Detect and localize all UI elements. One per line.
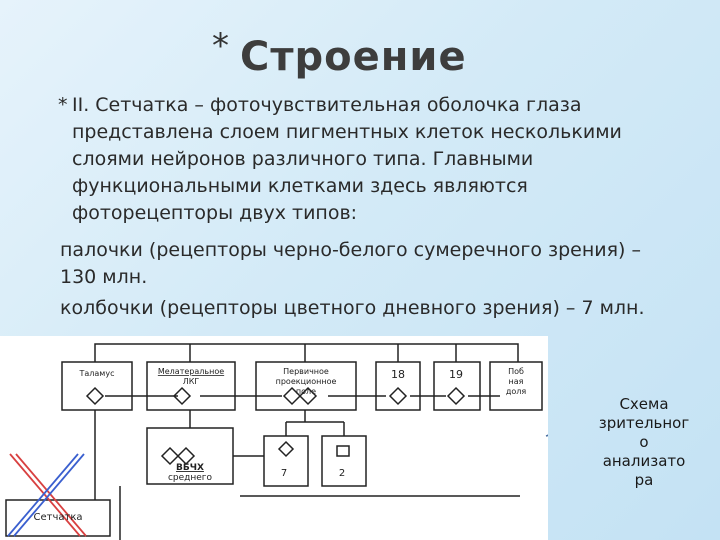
connector-line <box>95 344 518 362</box>
diagram-svg <box>0 336 548 540</box>
thalamus-label: Таламус <box>79 369 115 378</box>
field-18-label: 18 <box>391 368 405 381</box>
vbchh-label-2: среднего <box>167 473 213 483</box>
paragraph-line: слоями нейронов различного типа. Главными <box>72 148 534 170</box>
side-lobe-label-2: ная <box>508 377 524 386</box>
paragraph-line: 130 млн. <box>60 266 148 288</box>
caption-line: ра <box>634 471 654 489</box>
paragraph-bullet: * <box>58 94 68 116</box>
synapse-diamond <box>87 388 103 404</box>
box-7-label: 7 <box>280 468 288 479</box>
lkg-label-1: Мелатеральное <box>157 367 225 376</box>
caption-arrow <box>546 420 548 436</box>
synapse-diamond <box>178 448 194 464</box>
synapse-diamond <box>279 442 293 456</box>
box-2-label: 2 <box>338 468 346 479</box>
paragraph-cones: колбочки (рецепторы цветного дневного зрения) – 7 млн. <box>60 297 645 319</box>
optic-fiber-red <box>16 454 86 536</box>
synapse-diamond <box>390 388 406 404</box>
field-19-label: 19 <box>449 368 463 381</box>
caption-line: о <box>639 433 649 451</box>
paragraph-retina <box>60 92 660 227</box>
caption-line: Схема <box>619 395 669 413</box>
optic-fiber-blue <box>8 454 78 536</box>
synapse-diamond <box>162 448 178 464</box>
synapse-square <box>337 446 349 456</box>
synapse-diamond <box>448 388 464 404</box>
primary-label-2: проекционное <box>275 377 337 386</box>
primary-label-3: поле <box>295 387 317 396</box>
paragraph-line: фоторецепторы двух типов: <box>72 202 358 224</box>
caption-line: анализато <box>602 452 686 470</box>
retina-label: Сетчатка <box>33 512 83 523</box>
paragraph-line: представлена слоем пигментных клеток несколькими <box>72 121 622 143</box>
paragraph-rods <box>60 237 670 291</box>
diagram-caption <box>592 395 696 490</box>
caption-line: зрительног <box>598 414 690 432</box>
vbchh-label-1: ВБЧХ <box>176 463 204 473</box>
lkg-label-2: ЛКГ <box>182 377 200 386</box>
optic-fiber-blue <box>14 454 84 536</box>
optic-fiber-red <box>10 454 80 536</box>
visual-analyzer-diagram <box>0 336 548 540</box>
title-bullet: * <box>212 26 229 66</box>
page-title: Строение <box>240 34 467 80</box>
paragraph-line: II. Сетчатка – фоточувствительная оболочка глаза <box>72 94 582 116</box>
side-lobe-label-1: Поб <box>508 367 524 376</box>
paragraph-line: палочки (рецепторы черно-белого сумеречного зрения) – <box>60 239 642 261</box>
paragraph-line: функциональными клетками здесь являются <box>72 175 528 197</box>
side-lobe-label-3: доля <box>505 387 527 396</box>
primary-label-1: Первичное <box>283 367 329 376</box>
